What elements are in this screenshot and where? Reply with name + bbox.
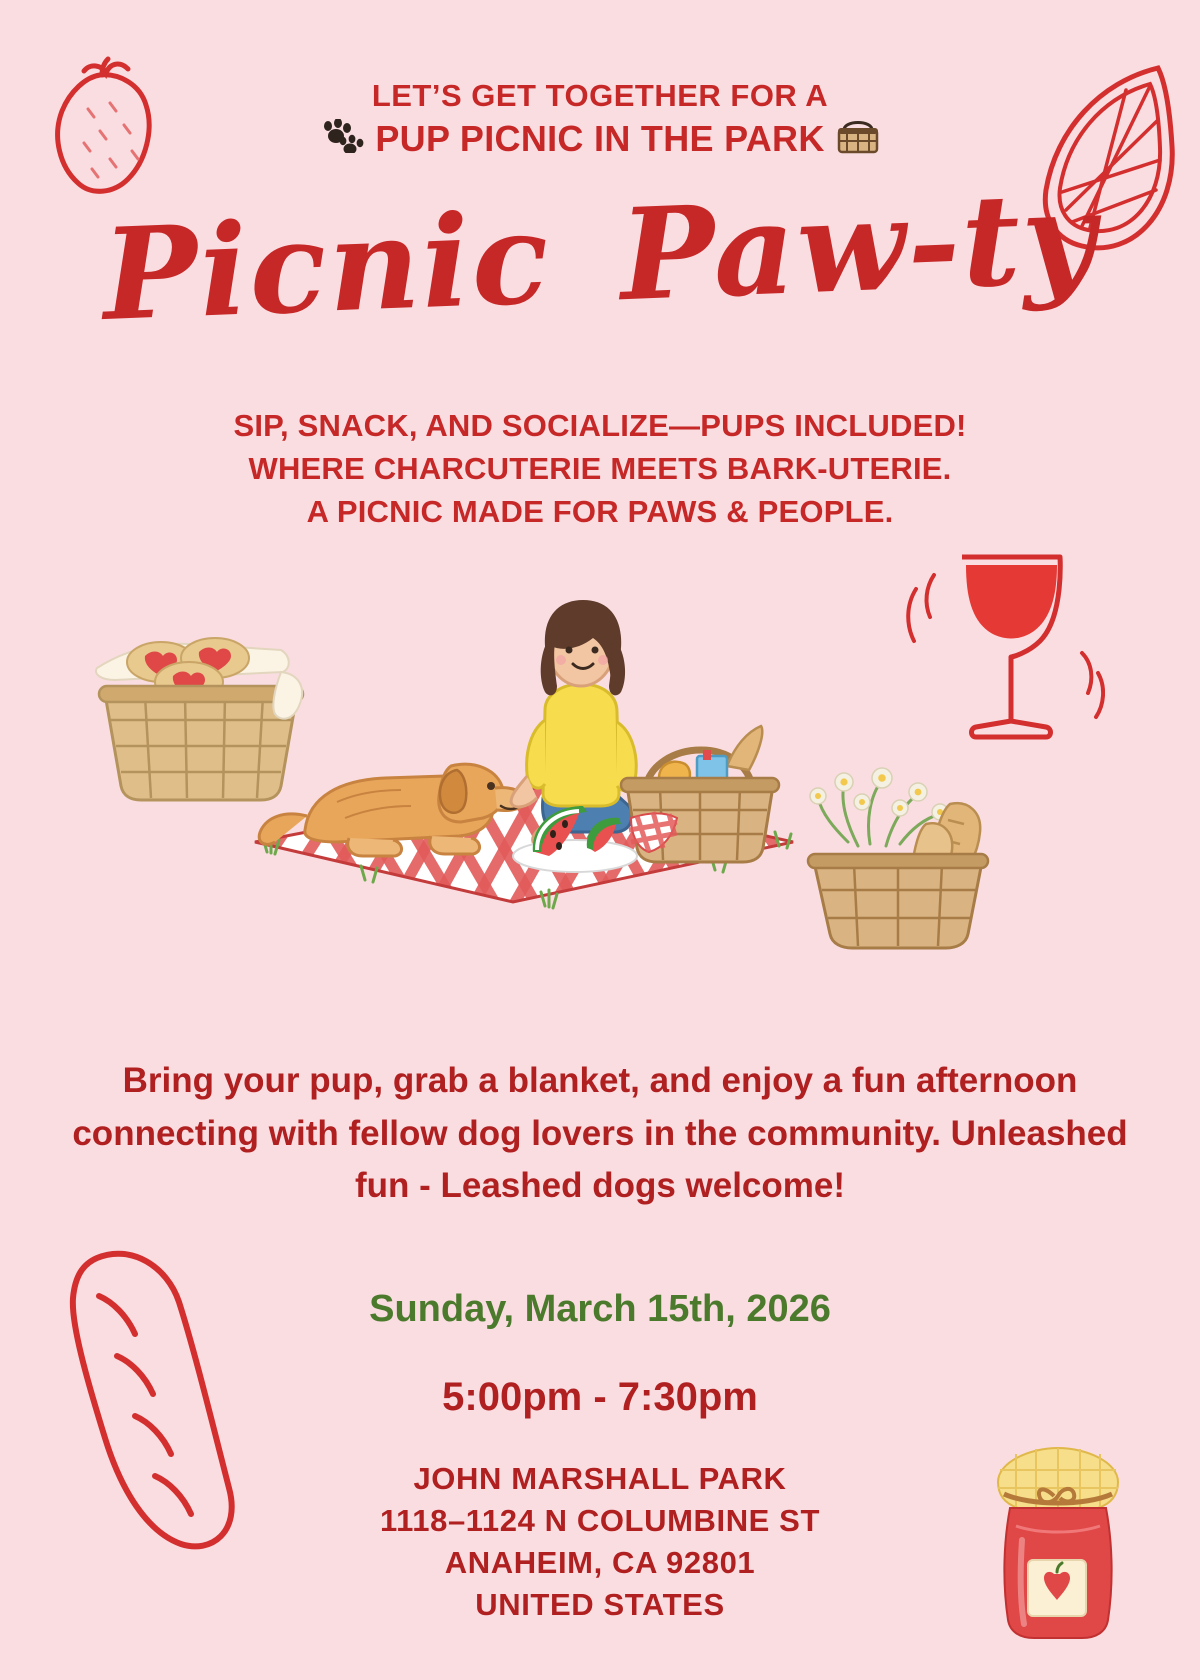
paw-prints-icon <box>319 119 365 159</box>
girl-and-dog-scene <box>245 580 805 925</box>
picnic-basket-icon <box>835 116 881 162</box>
script-title-word-1: Picnic <box>100 183 554 350</box>
poster-script-title <box>0 155 1200 358</box>
venue-street: 1118–1124 N COLUMBINE ST <box>380 1503 820 1539</box>
picnic-scene-illustration <box>0 560 1200 980</box>
poster-tagline <box>0 405 1200 533</box>
flower-basket-icon <box>800 750 1010 955</box>
event-date: Sunday, March 15th, 2026 <box>369 1288 831 1330</box>
poster-body-copy: Bring your pup, grab a blanket, and enjoy a fun afternoon connecting with fellow dog lovers in the community. Unleashed fun - Leashed dogs welcome! <box>72 1061 1128 1205</box>
tagline-line-3: A PICNIC MADE FOR PAWS & PEOPLE. <box>306 493 894 529</box>
event-venue <box>0 1458 1200 1627</box>
poster-header <box>0 78 1200 162</box>
header-kicker-line-1: LET’S GET TOGETHER FOR A <box>371 78 829 113</box>
tagline-line-2: WHERE CHARCUTERIE MEETS BARK-UTERIE. <box>248 450 952 486</box>
venue-city: ANAHEIM, CA 92801 <box>444 1545 756 1581</box>
event-time: 5:00pm - 7:30pm <box>442 1375 758 1419</box>
venue-country: UNITED STATES <box>475 1587 725 1623</box>
header-kicker-line-2: PUP PICNIC IN THE PARK <box>375 117 825 159</box>
tagline-line-1: SIP, SNACK, AND SOCIALIZE—PUPS INCLUDED! <box>233 408 967 443</box>
script-title-word-2: Paw-ty <box>617 162 1100 330</box>
venue-name: JOHN MARSHALL PARK <box>413 1461 787 1496</box>
